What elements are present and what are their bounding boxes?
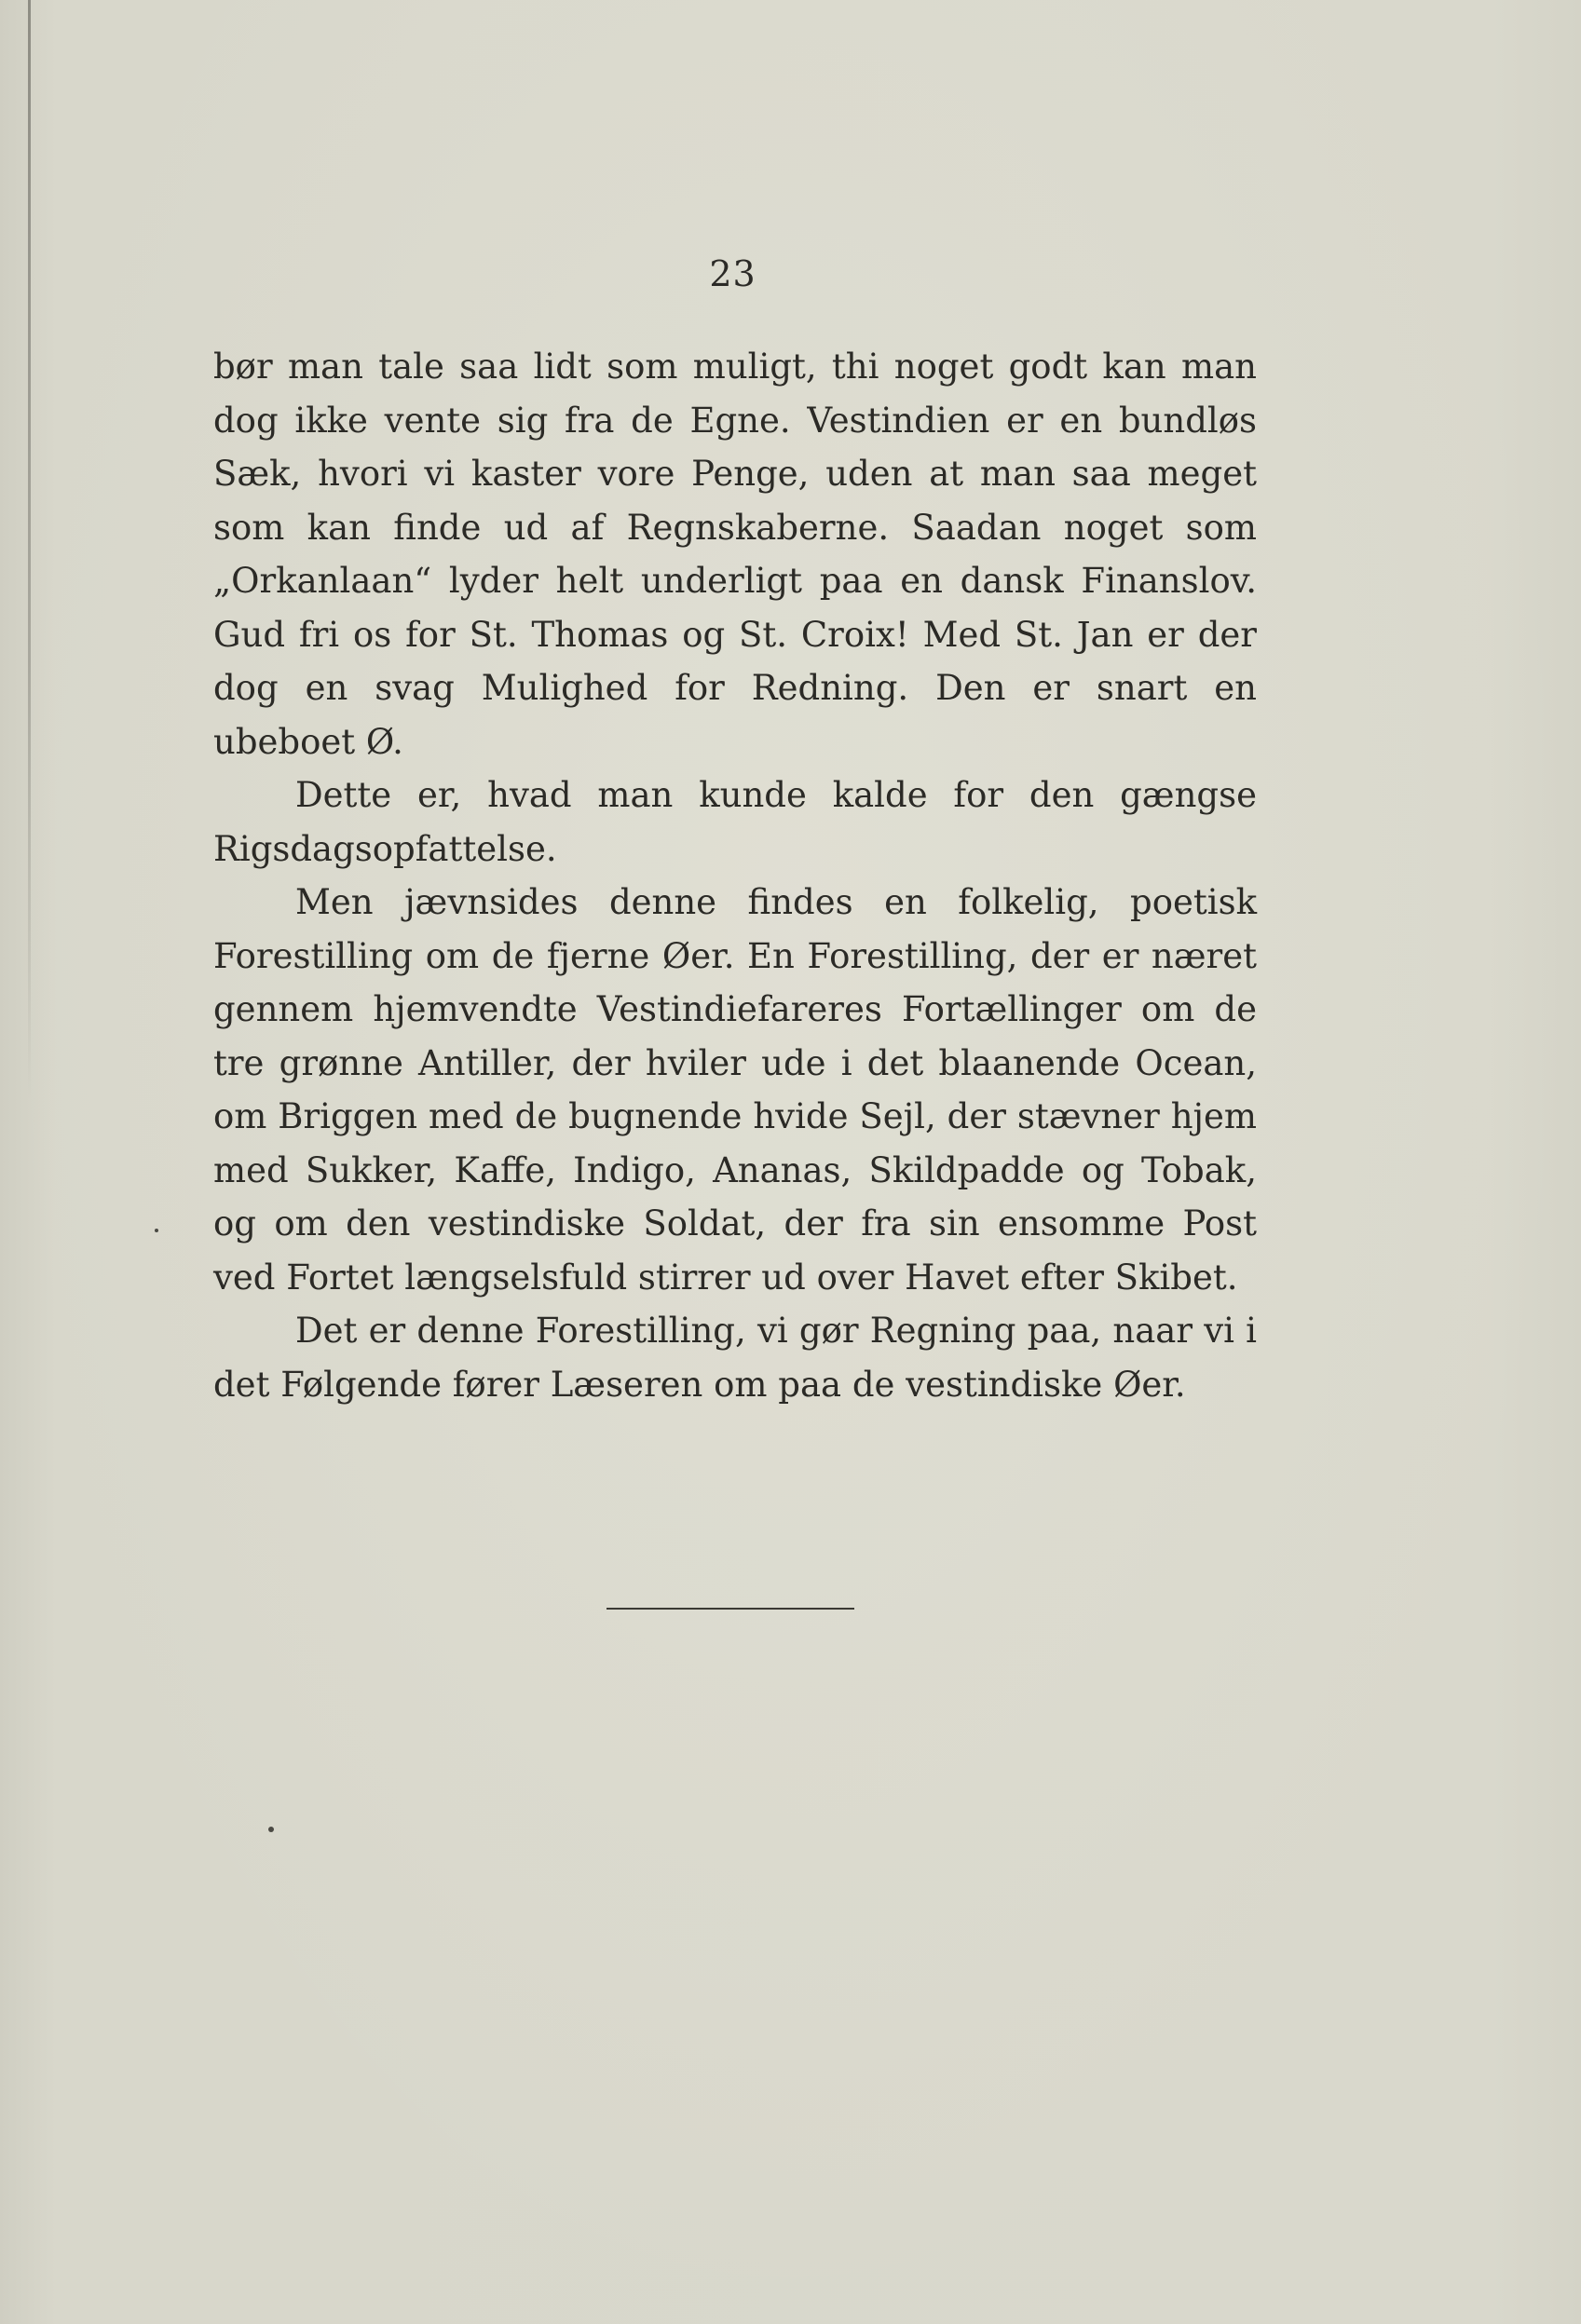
- paragraph: Det er denne Forestilling, vi gør Regning paa, naar vi i det Følgende fører Læseren om paa de vestindiske Øer.: [213, 1311, 1257, 1405]
- body-text: [213, 340, 1257, 1411]
- ink-speck: [155, 1229, 158, 1232]
- ink-speck: [268, 1827, 274, 1832]
- binding-edge: [28, 0, 31, 1099]
- page-number: 23: [709, 253, 756, 294]
- paragraph: bør man tale saa lidt som muligt, thi noget godt kan man dog ikke vente sig fra de Egne. Vestindien er en bundløs Sæk, hvori vi kaster vore Penge, uden at man saa meget som kan finde ud af Regnskaberne. Saadan noget som „Orkanlaan“ lyder helt underligt paa en dansk Finanslov. Gud fri os for St. Thomas og St. Croix! Med St. Jan er der dog en svag Mulighed for Redning. Den er snart en ubeboet Ø.: [213, 347, 1257, 762]
- paragraph: Men jævnsides denne findes en folkelig, poetisk Forestilling om de fjerne Øer. En Forestilling, der er næret gennem hjemvendte Vestindiefareres Fortællinger om de tre grønne Antiller, der hviler ude i det blaanende Ocean, om Briggen med de bugnende hvide Sejl, der stævner hjem med Sukker, Kaffe, Indigo, Ananas, Skildpadde og Tobak, og om den vestindiske Soldat, der fra sin ensomme Post ved Fortet længselsfuld stirrer ud over Havet efter Skibet.: [213, 882, 1257, 1298]
- paragraph: Dette er, hvad man kunde kalde for den gængse Rigsdagsopfattelse.: [213, 775, 1257, 869]
- section-divider-rule: [607, 1608, 854, 1610]
